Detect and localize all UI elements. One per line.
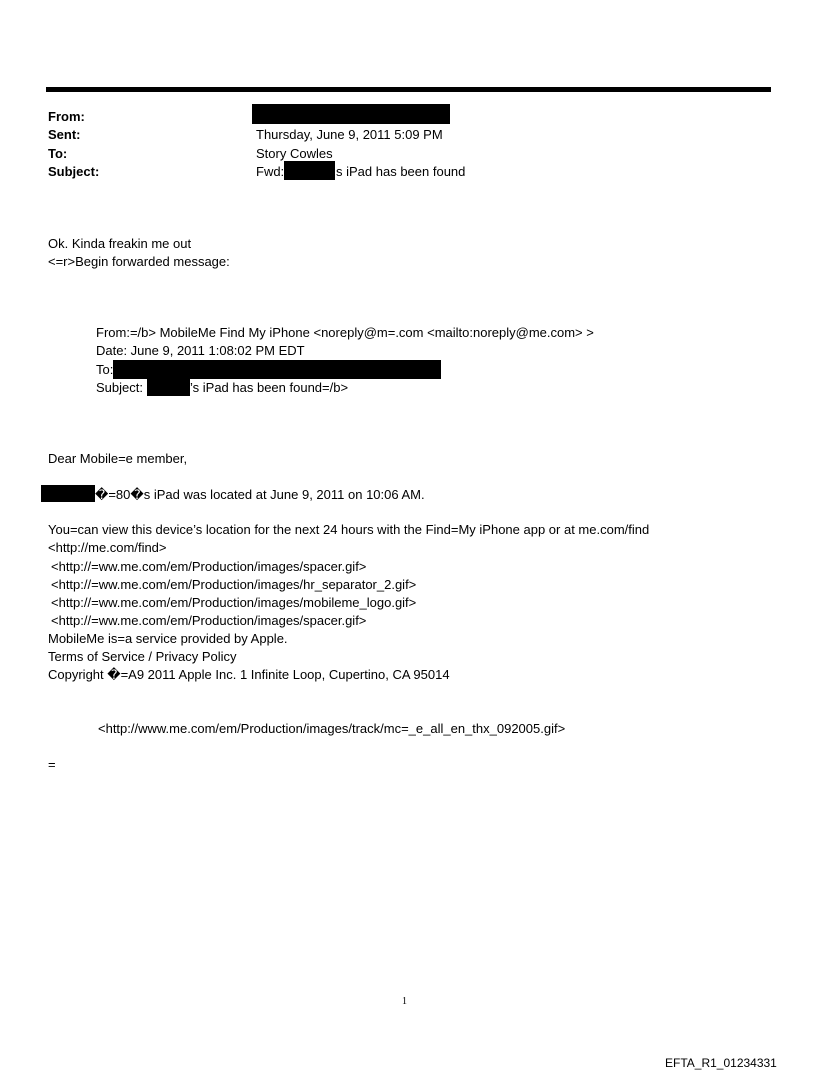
subject-prefix: Fwd: xyxy=(256,164,285,179)
from-label: From: xyxy=(48,109,85,124)
located-redaction xyxy=(41,485,95,502)
copyright-line: Copyright �=A9 2011 Apple Inc. 1 Infinite Loop, Cupertino, CA 95014 xyxy=(48,667,450,682)
fwd-subject-redaction xyxy=(147,379,190,396)
to-label: To: xyxy=(48,146,68,161)
view-line: You=can view this device’s location for the next 24 hours with the Find=My iPhone app or at me.com/find xyxy=(48,522,650,537)
subject-suffix: s iPad has been found xyxy=(336,164,466,179)
spacer-link-2[interactable]: <http://=ww.me.com/em/Production/images/spacer.gif> xyxy=(51,613,367,628)
sent-label: Sent: xyxy=(48,127,81,142)
located-line: �=80�s iPad was located at June 9, 2011 on 10:06 AM. xyxy=(95,487,425,502)
fwd-subject-suffix: ’s iPad has been found=/b> xyxy=(190,380,349,395)
fwd-subject-label: Subject: xyxy=(96,380,143,395)
fwd-to-redaction xyxy=(113,360,441,379)
page-number: 1 xyxy=(402,996,407,1007)
greeting-line: Dear Mobile=e member, xyxy=(48,451,188,466)
service-line: MobileMe is=a service provided by Apple. xyxy=(48,631,288,646)
fwd-date-line: Date: June 9, 2011 1:08:02 PM EDT xyxy=(96,343,305,358)
subject-label: Subject: xyxy=(48,164,100,179)
subject-redaction xyxy=(284,161,335,180)
intro-line-1: Ok. Kinda freakin me out xyxy=(48,236,192,251)
sent-value: Thursday, June 9, 2011 5:09 PM xyxy=(256,127,443,142)
intro-line-2: <=r>Begin forwarded message: xyxy=(48,254,230,269)
to-value: Story Cowles xyxy=(256,146,333,161)
from-redaction xyxy=(252,104,450,124)
header-rule xyxy=(46,87,771,92)
fwd-from-line: From:=/b> MobileMe Find My iPhone <noreply@m=.com <mailto:noreply@me.com> > xyxy=(96,325,594,340)
bates-number: EFTA_R1_01234331 xyxy=(665,1056,777,1070)
separator-link[interactable]: <http://=ww.me.com/em/Production/images/hr_separator_2.gif> xyxy=(51,577,417,592)
fwd-to-label: To: xyxy=(96,362,114,377)
trailing-equals: = xyxy=(48,757,56,772)
spacer-link-1[interactable]: <http://=ww.me.com/em/Production/images/spacer.gif> xyxy=(51,559,367,574)
logo-link[interactable]: <http://=ww.me.com/em/Production/images/mobileme_logo.gif> xyxy=(51,595,417,610)
find-link[interactable]: <http://me.com/find> xyxy=(48,540,167,555)
terms-line[interactable]: Terms of Service / Privacy Policy xyxy=(48,649,237,664)
track-link[interactable]: <http://www.me.com/em/Production/images/track/mc=_e_all_en_thx_092005.gif> xyxy=(98,721,566,736)
